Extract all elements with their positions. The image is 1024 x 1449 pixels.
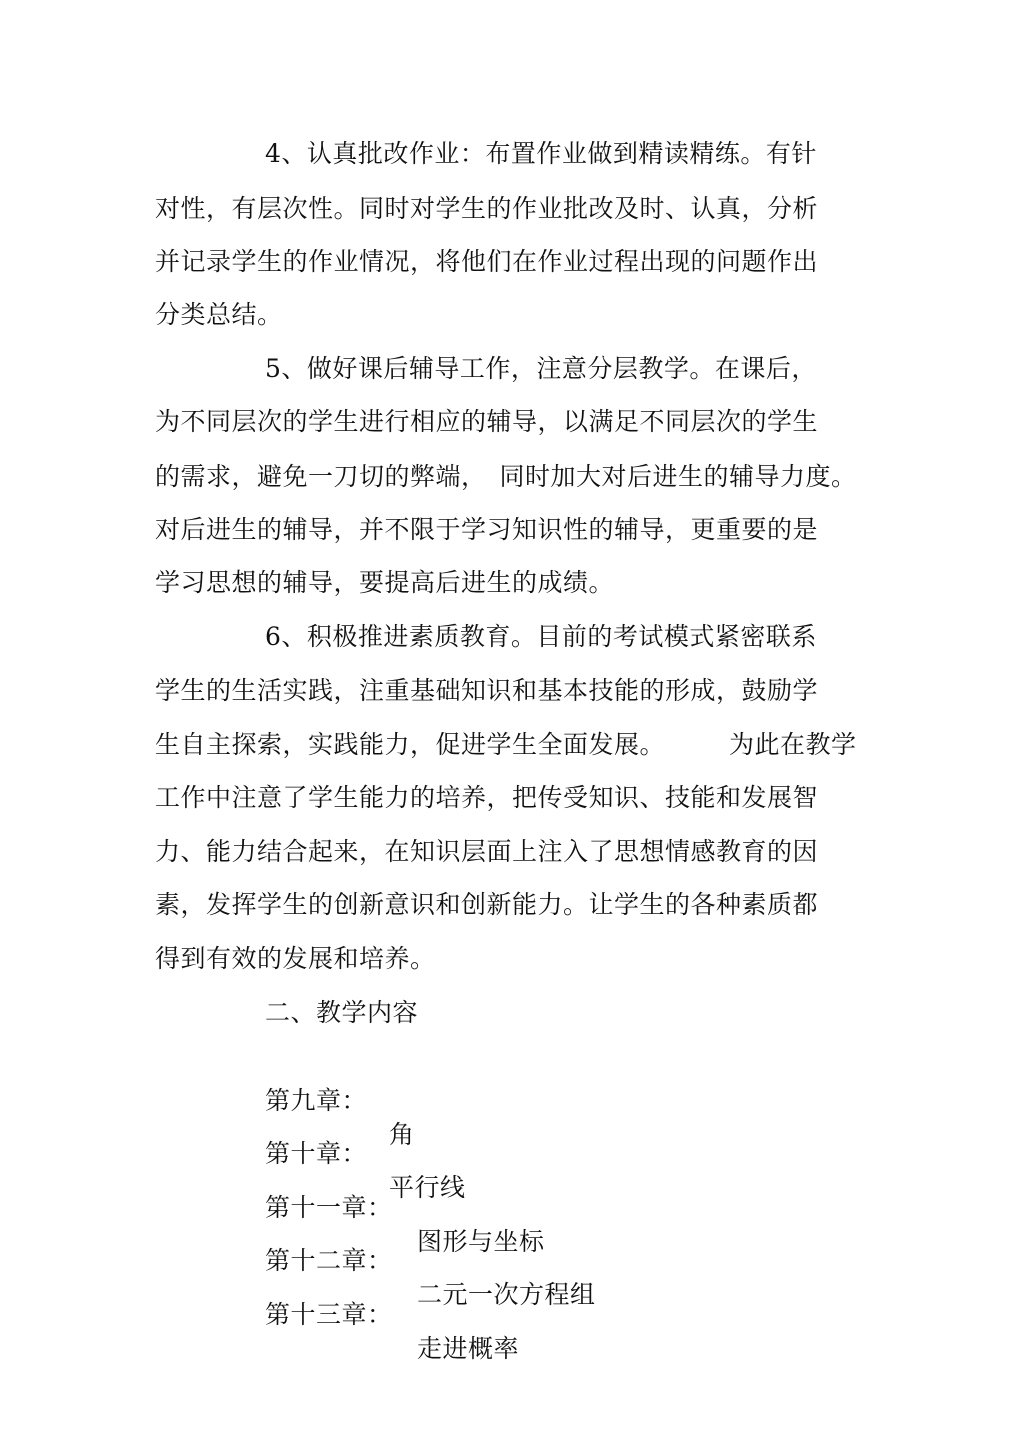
paragraph-5-line-4: 对后进生的辅导，并不限于学习知识性的辅导，更重要的是	[155, 515, 819, 544]
chapter-title: 走进概率	[417, 1334, 520, 1363]
paragraph-4-line-1: 4、认真批改作业：布置作业做到精读精练。有针	[265, 139, 817, 168]
section-heading: 二、教学内容	[265, 998, 419, 1027]
paragraph-5-line-3: 的需求，避免一刀切的弊端， 同时加大对后进生的辅导力度。	[155, 462, 857, 491]
chapter-label: 第九章：	[265, 1086, 368, 1115]
chapter-label: 第十一章：	[265, 1193, 393, 1222]
paragraph-5-line-5: 学习思想的辅导，要提高后进生的成绩。	[155, 568, 615, 597]
paragraph-6-line-2: 学生的生活实践，注重基础知识和基本技能的形成，鼓励学	[155, 676, 819, 705]
chapter-item	[265, 1264, 765, 1400]
chapter-label: 第十三章：	[265, 1300, 393, 1329]
paragraph-5-line-1: 5、做好课后辅导工作，注意分层教学。在课后，	[265, 354, 817, 383]
chapter-title: 平行线	[389, 1173, 466, 1202]
paragraph-6-line-1: 6、积极推进素质教育。目前的考试模式紧密联系	[265, 622, 817, 651]
chapter-label: 第十章：	[265, 1139, 368, 1168]
chapter-label: 第十二章：	[265, 1246, 393, 1275]
paragraph-6-line-3: 生自主探索，实践能力，促进学生全面发展。 为此在教学	[155, 730, 857, 759]
chapter-title: 角	[389, 1120, 415, 1149]
paragraph-6-line-7: 得到有效的发展和培养。	[155, 944, 436, 973]
paragraph-5-line-2: 为不同层次的学生进行相应的辅导，以满足不同层次的学生	[155, 407, 819, 436]
paragraph-6-line-6: 素，发挥学生的创新意识和创新能力。让学生的各种素质都	[155, 890, 819, 919]
paragraph-6-line-4: 工作中注意了学生能力的培养，把传受知识、技能和发展智	[155, 783, 819, 812]
paragraph-4-line-2: 对性，有层次性。同时对学生的作业批改及时、认真，分析	[155, 194, 819, 223]
paragraph-4-line-4: 分类总结。	[155, 300, 283, 329]
paragraph-4-line-3: 并记录学生的作业情况，将他们在作业过程出现的问题作出	[155, 247, 819, 276]
chapter-title: 图形与坐标	[417, 1227, 545, 1256]
chapter-title: 二元一次方程组	[417, 1280, 596, 1309]
paragraph-6-line-5: 力、能力结合起来，在知识层面上注入了思想情感教育的因	[155, 837, 819, 866]
